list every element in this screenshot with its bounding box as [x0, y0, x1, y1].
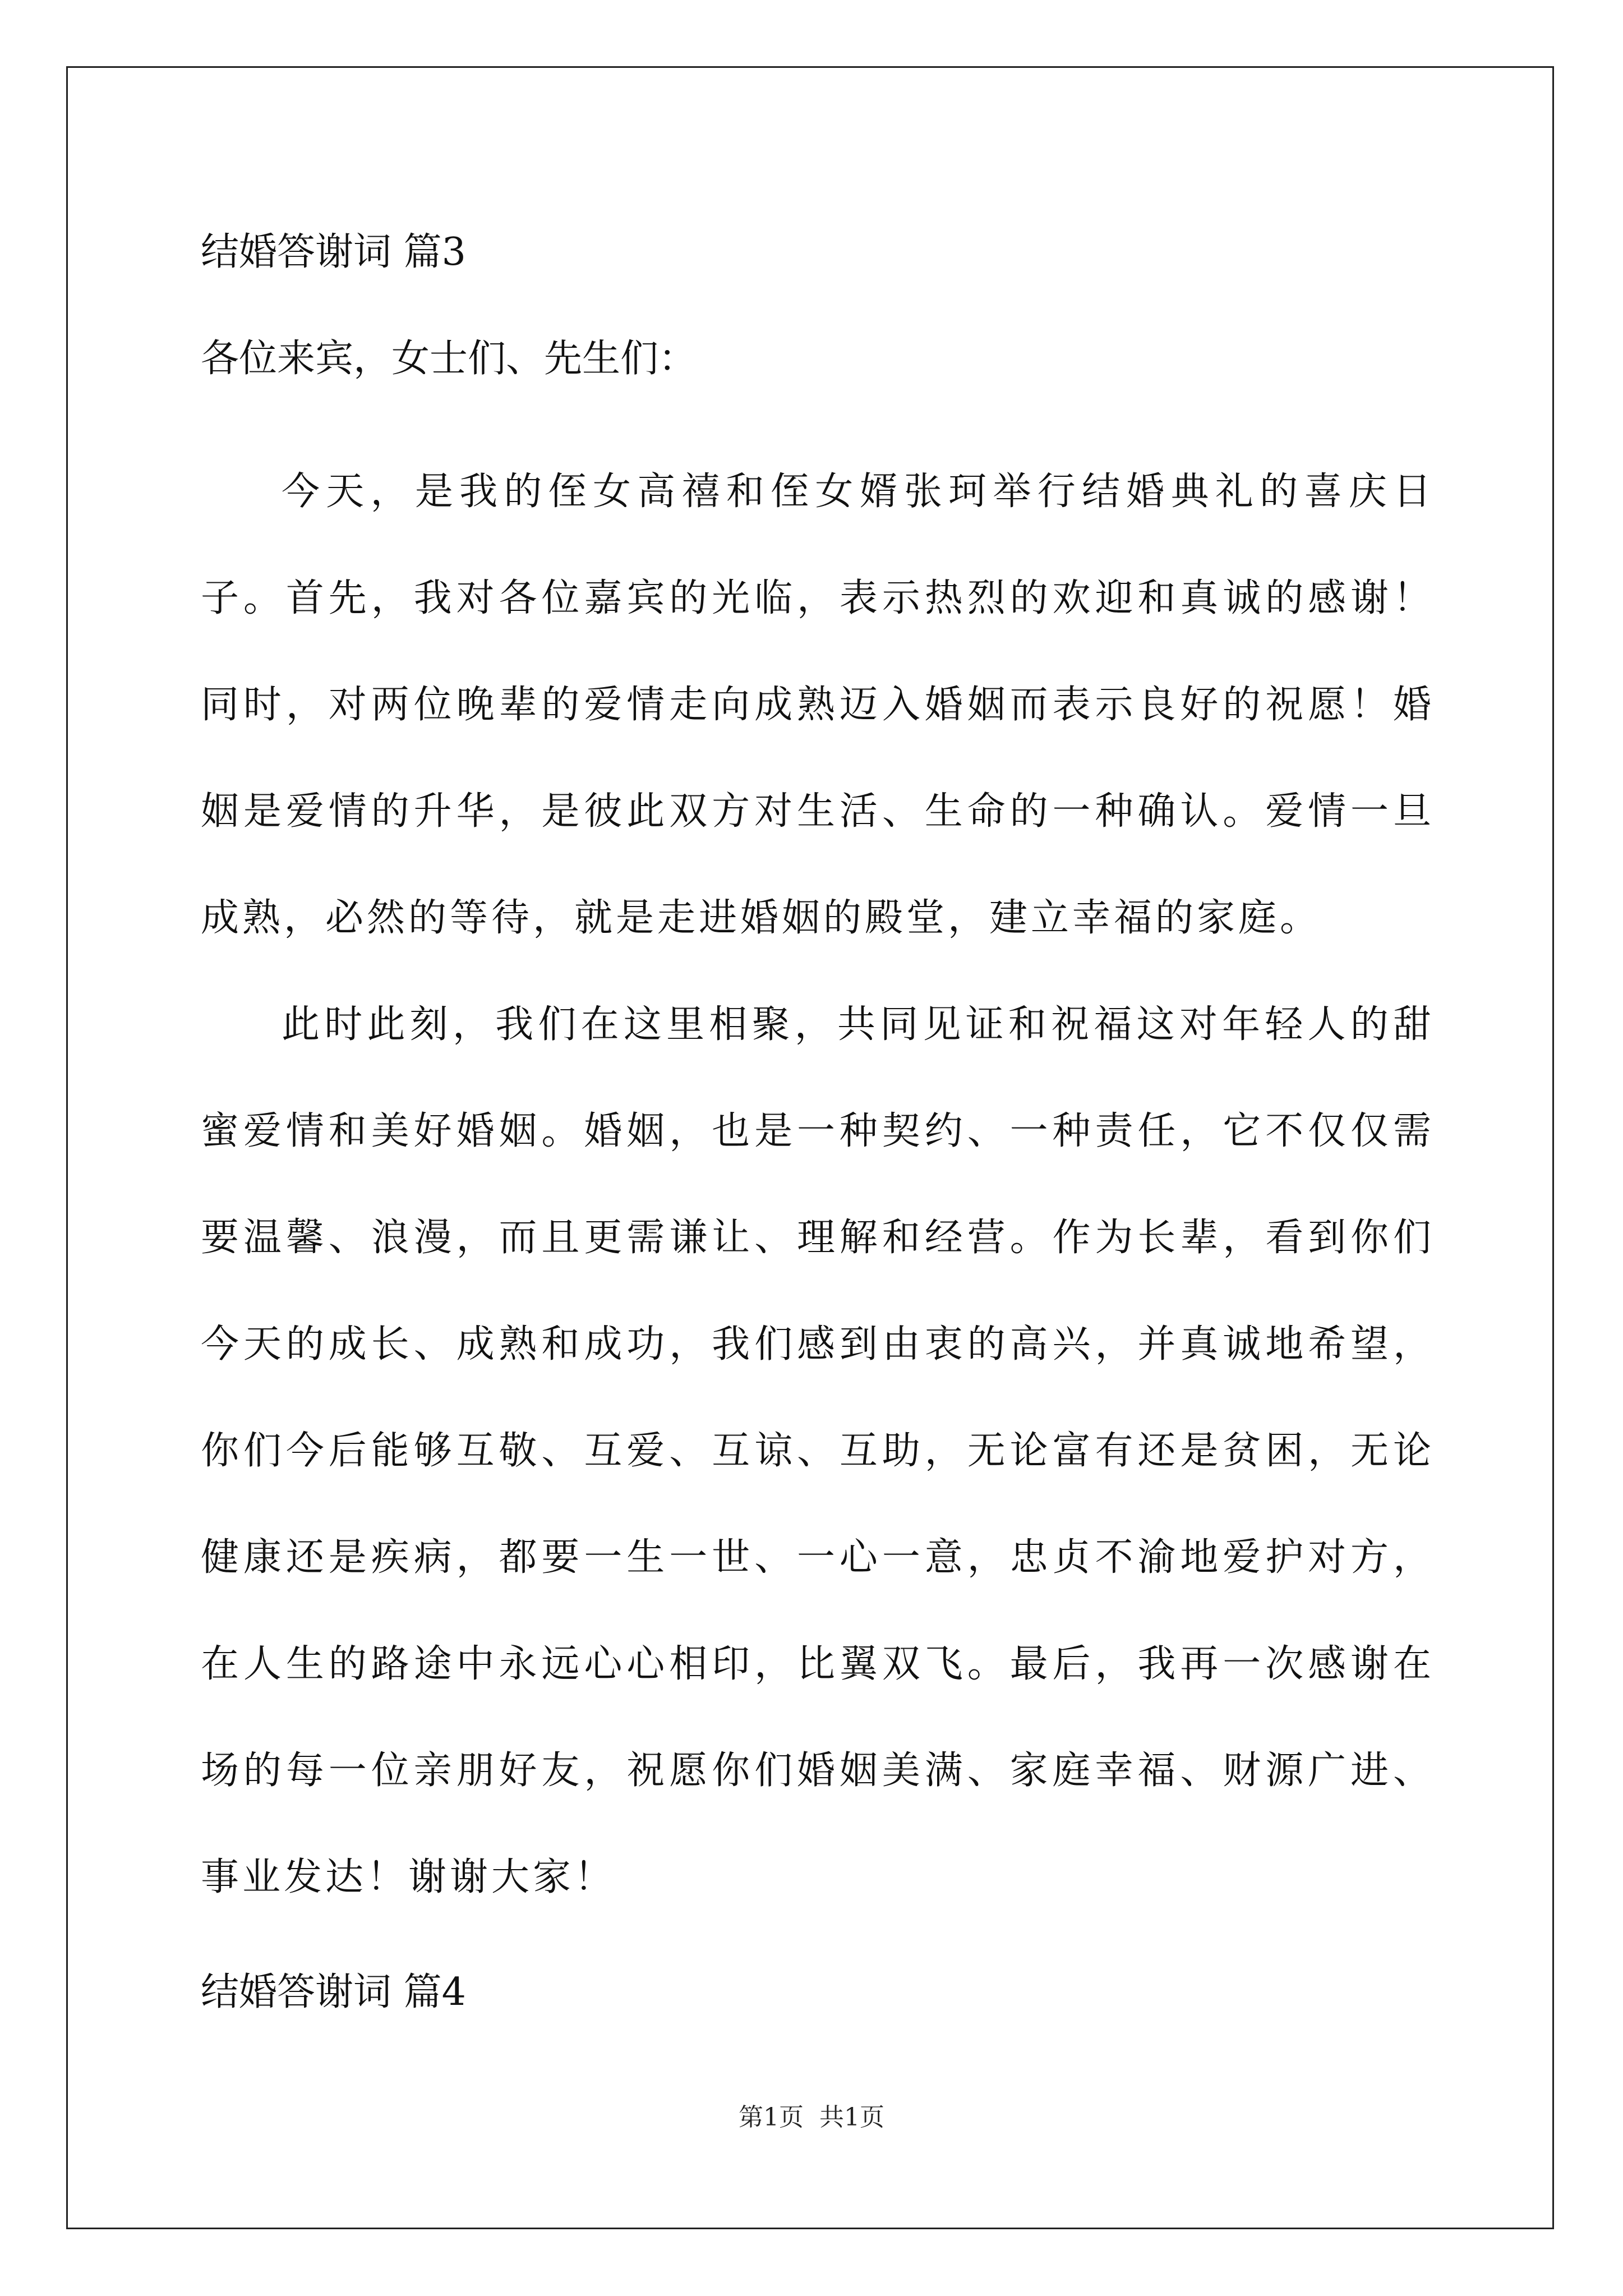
body-paragraph: 今天，是我的侄女高禧和侄女婿张珂举行结婚典礼的喜庆日子。首先，我对各位嘉宾的光临，表示热烈的欢迎和真诚的感谢！同时，对两位晚辈的爱情走向成熟迈入婚姻而表示良好的祝愿！婚姻是爱情的升华，是彼此双方对生活、生命的一种确认。爱情一旦成熟，必然的等待，就是走进婚姻的殿堂，建立幸福的家庭。: [201, 470, 1435, 940]
section-heading: 结婚答谢词 篇3: [201, 230, 466, 274]
salutation: 各位来宾，女士们、先生们：: [201, 337, 697, 381]
document-body: [201, 219, 1435, 2065]
body-paragraph: 此时此刻，我们在这里相聚，共同见证和祝福这对年轻人的甜蜜爱情和美好婚姻。婚姻，也是一种契约、一种责任，它不仅仅需要温馨、浪漫，而且更需谦让、理解和经营。作为长辈，看到你们今天的成长、成熟和成功，我们感到由衷的高兴，并真诚地希望，你们今后能够互敬、互爱、互谅、互助，无论富有还是贫困，无论健康还是疾病，都要一生一世、一心一意，忠贞不渝地爱护对方，在人生的路途中永远心心相印，比翼双飞。最后，我再一次感谢在场的每一位亲朋好友，祝愿你们婚姻美满、家庭幸福、财源广进、事业发达！谢谢大家！: [201, 1002, 1435, 1899]
page-footer: 第1页 共1页: [739, 2103, 884, 2132]
section-heading: 结婚答谢词 篇4: [201, 1970, 466, 2014]
